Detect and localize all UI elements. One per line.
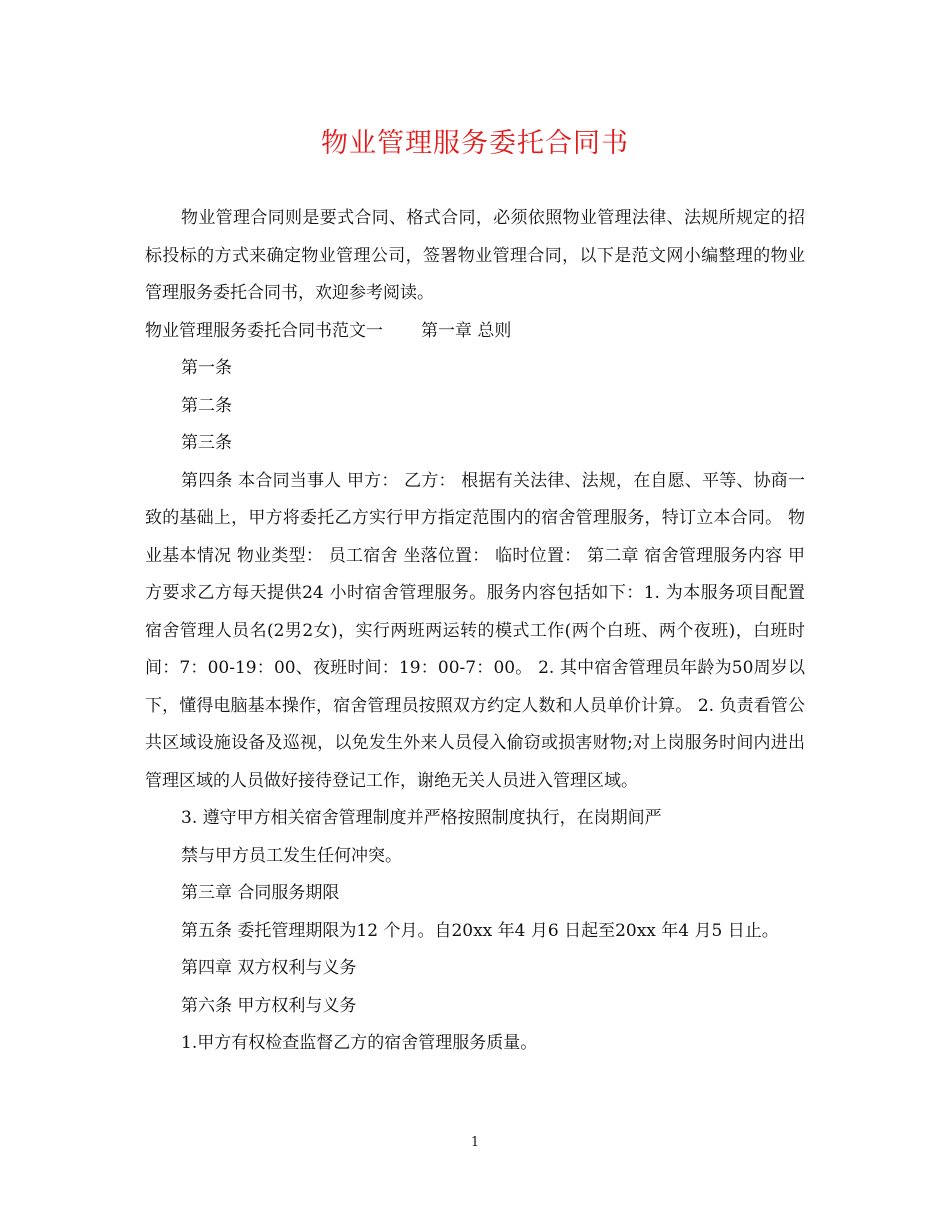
- article-6-heading: 第六条 甲方权利与义务: [181, 995, 357, 1016]
- chapter-four-heading: 第四章 双方权利与义务: [181, 958, 357, 978]
- duty-item-3-line-1: 3. 遵守甲方相关宿舍管理制度并严格按照制度执行，在岗期间严: [181, 808, 662, 828]
- article-5-paragraph: 第五条 委托管理期限为12 个月。自20xx 年4 月6 日起至20xx 年4 月5 日止。: [181, 920, 779, 941]
- section-heading: [145, 313, 805, 351]
- article-2: 第二条: [181, 395, 232, 416]
- section-heading-title: 物业管理服务委托合同书范文一: [145, 320, 383, 341]
- chapter-one-heading: 第一章 总则: [421, 320, 512, 341]
- duty-item-3-line-2: 禁与甲方员工发生任何冲突。: [181, 845, 402, 866]
- page-number: 1: [470, 1135, 480, 1150]
- article-3: 第三条: [181, 433, 232, 453]
- intro-paragraph: 物业管理合同则是要式合同、格式合同，必须依照物业管理法律、法规所规定的招标投标的方式来确定物业管理公司，签署物业管理合同，以下是范文网小编整理的物业管理服务委托合同书，欢迎参考阅读。: [145, 208, 805, 303]
- article-6-item-1: 1.甲方有权检查监督乙方的宿舍管理服务质量。: [181, 1033, 538, 1053]
- document-title: 物业管理服务委托合同书: [321, 128, 629, 159]
- document-body: [145, 200, 805, 1063]
- chapter-three-heading: 第三章 合同服务期限: [181, 883, 340, 903]
- article-4-paragraph: 第四条 本合同当事人 甲方： 乙方： 根据有关法律、法规，在自愿、平等、协商一致的基础上，甲方将委托乙方实行甲方指定范围内的宿舍管理服务，特订立本合同。 物业基本情况 物业类型： 员工宿舍 坐落位置： 临时位置： 第二章 宿舍管理服务内容 甲方要求乙方每天提供24 小时宿舍管理服务。服务内容包括如下：1. 为本服务项目配置宿舍管理人员名(2男2女)，实行两班两运转的模式工作(两个白班、两个夜班)，白班时间：7：00-19：00、夜班时间：19：00-7：00。 2. 其中宿舍管理员年龄为50周岁以下，懂得电脑基本操作，宿舍管理员按照双方约定人数和人员单价计算。 2. 负责看管公共区域设施设备及巡视，以免发生外来人员侵入偷窃或损害财物;对上岗服务时间内进出管理区域的人员做好接待登记工作，谢绝无关人员进入管理区域。: [145, 470, 805, 791]
- article-1: 第一条: [181, 358, 232, 378]
